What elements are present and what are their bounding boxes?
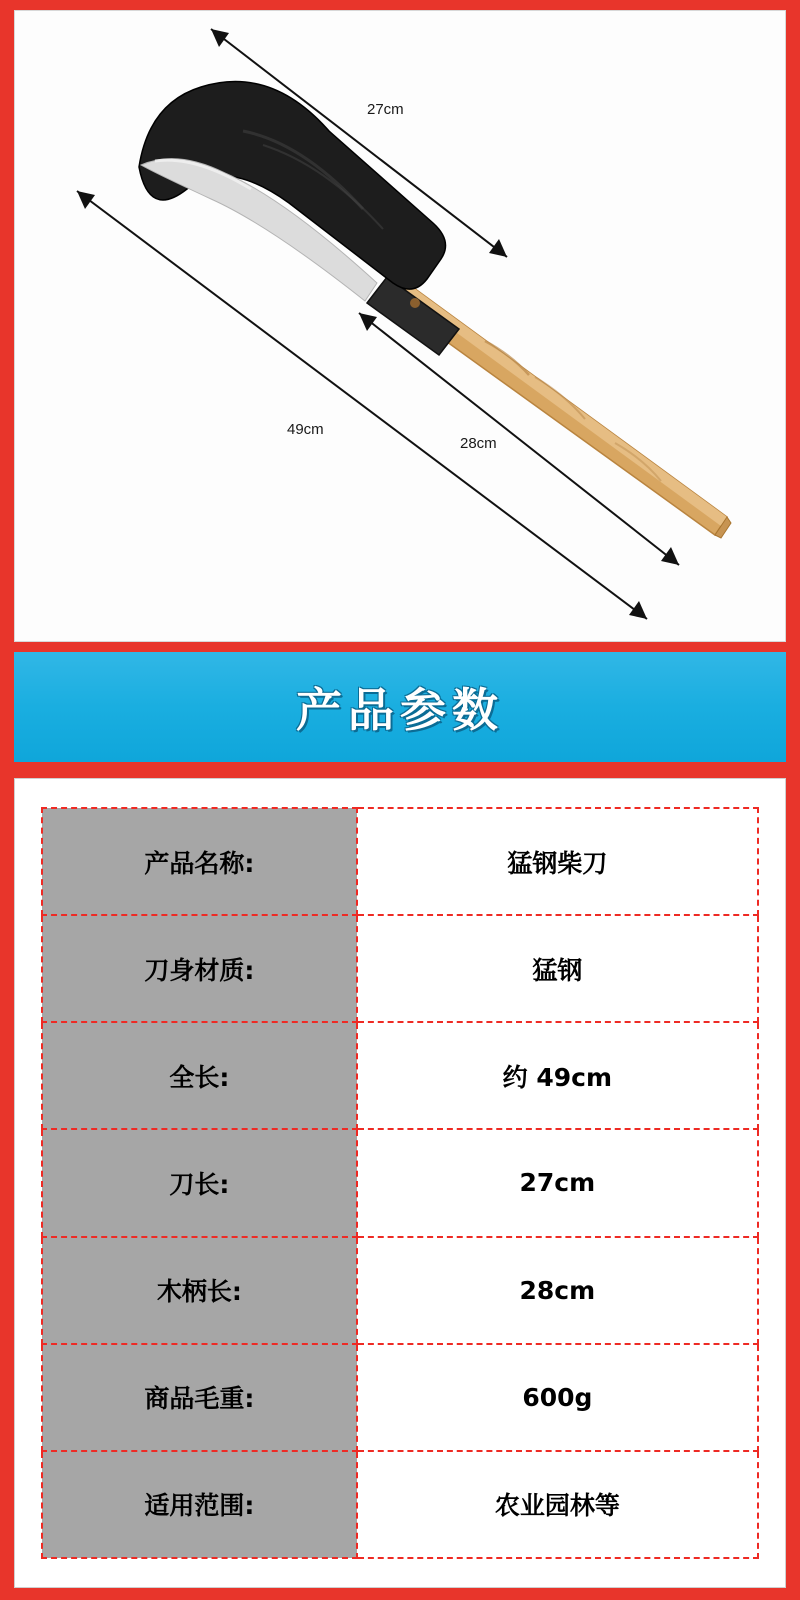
spec-value: 28cm	[357, 1237, 758, 1344]
product-image-panel	[14, 10, 786, 642]
section-title: 产品参数	[296, 683, 504, 737]
product-photo	[15, 11, 785, 641]
table-row	[42, 1022, 758, 1129]
spec-value: 600g	[357, 1344, 758, 1451]
spec-key: 适用范围:	[42, 1451, 357, 1558]
table-row	[42, 915, 758, 1022]
spec-panel	[14, 778, 786, 1588]
table-row	[42, 1129, 758, 1236]
spec-key: 刀身材质:	[42, 915, 357, 1022]
dimension-label-handle: 28cm	[460, 435, 497, 452]
dimension-label-total: 49cm	[287, 421, 324, 438]
table-row	[42, 808, 758, 915]
table-row	[42, 1237, 758, 1344]
spec-key: 全长:	[42, 1022, 357, 1129]
spec-key: 刀长:	[42, 1129, 357, 1236]
spec-value: 猛钢	[357, 915, 758, 1022]
spec-key: 产品名称:	[42, 808, 357, 915]
dimension-label-blade: 27cm	[367, 101, 404, 118]
spec-key: 木柄长:	[42, 1237, 357, 1344]
spec-value: 猛钢柴刀	[357, 808, 758, 915]
spec-table	[41, 807, 759, 1559]
spec-value: 农业园林等	[357, 1451, 758, 1558]
section-banner	[14, 652, 786, 762]
spec-value: 约 49cm	[357, 1022, 758, 1129]
spec-value: 27cm	[357, 1129, 758, 1236]
table-row	[42, 1344, 758, 1451]
spec-key: 商品毛重:	[42, 1344, 357, 1451]
table-row	[42, 1451, 758, 1558]
